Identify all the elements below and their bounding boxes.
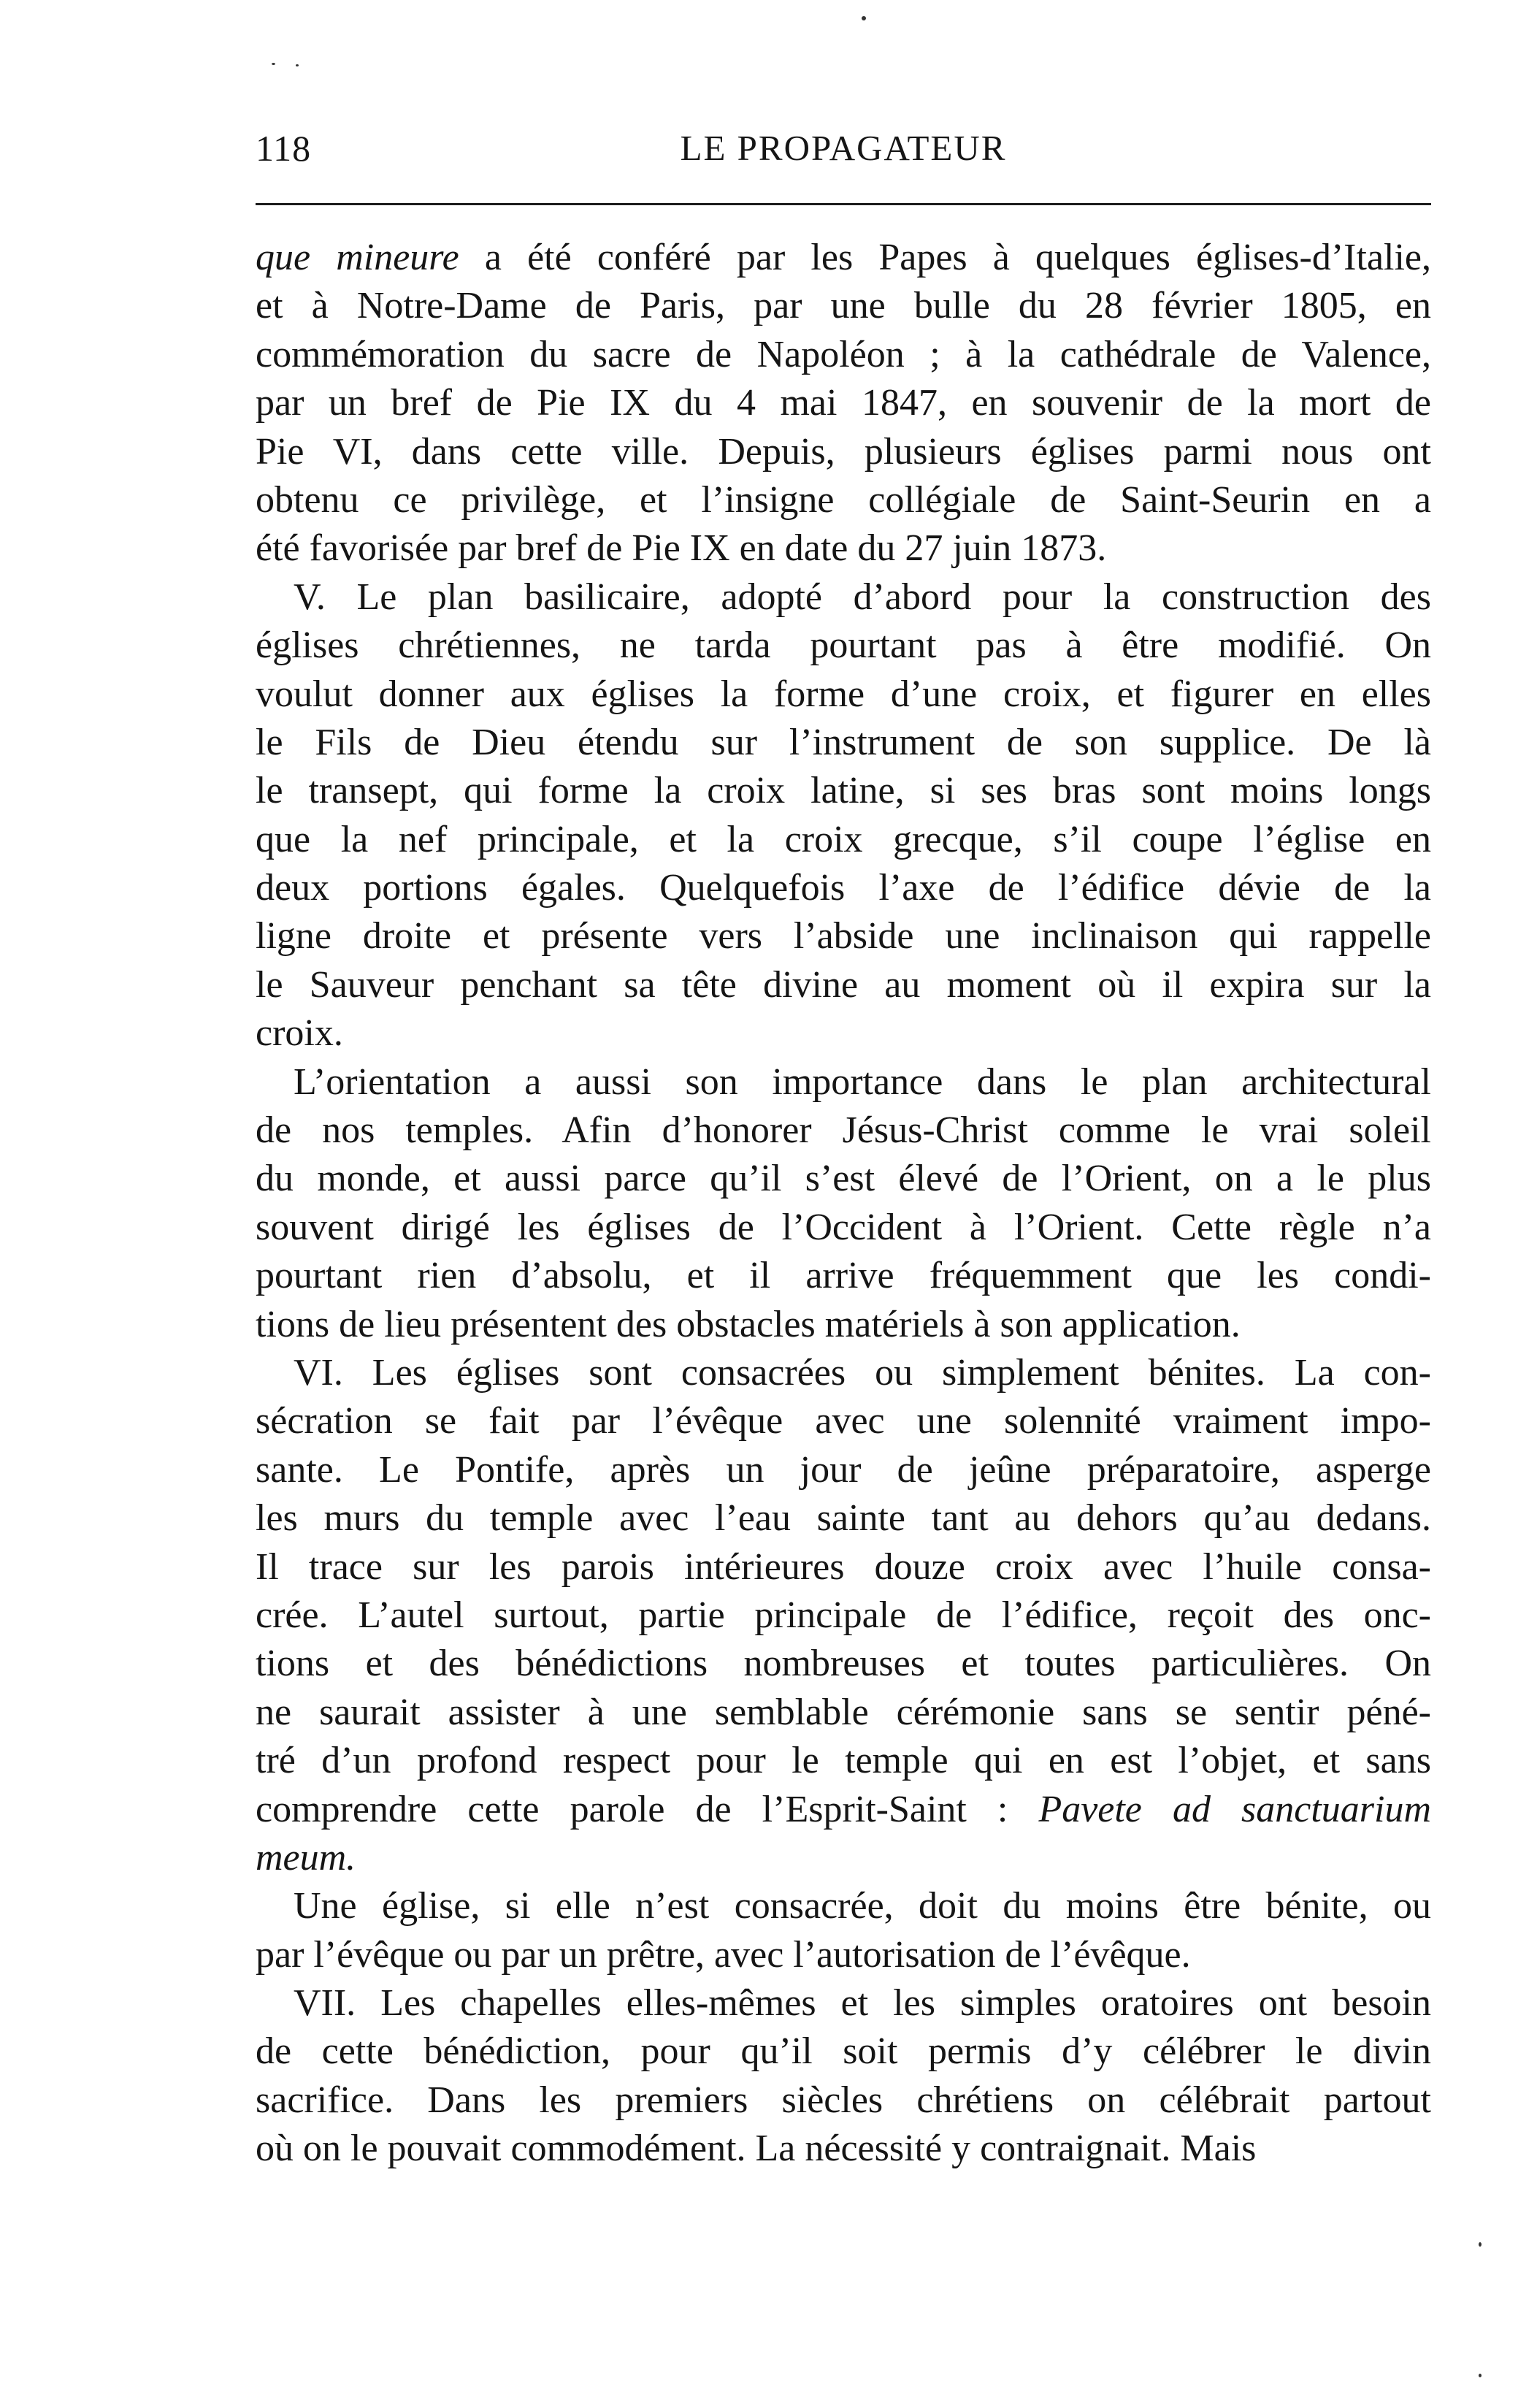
text-segment: obtenu ce privilège, et l’insigne collégiale de Saint-Seurin en a	[256, 478, 1431, 521]
text-segment: commémoration du sacre de Napoléon ; à la cathédrale de Valence,	[256, 333, 1431, 375]
text-line	[256, 1689, 1431, 1737]
text-segment: par un bref de Pie IX du 4 mai 1847, en souvenir de la mort de	[256, 382, 1431, 424]
scan-speck	[1479, 2374, 1482, 2377]
text-line	[256, 573, 1431, 622]
page-number: 118	[256, 128, 312, 169]
text-segment: Une église, si elle n’est consacrée, doit du moins être bénite, ou	[294, 1885, 1431, 1927]
text-line	[256, 1931, 1431, 1979]
text-segment: sante. Le Pontife, après un jour de jeûne préparatoire, asperge	[256, 1448, 1431, 1491]
text-segment: souvent dirigé les églises de l’Occident à l’Orient. Cette règle n’a	[256, 1206, 1431, 1248]
scan-speck	[272, 63, 275, 65]
text-line	[256, 476, 1431, 524]
italic-text: que mineure	[256, 237, 459, 278]
text-segment: VII. Les chapelles elles-mêmes et les simples oratoires ont besoin	[294, 1982, 1431, 2025]
text-line	[256, 1252, 1431, 1300]
text-segment: été favorisée par bref de Pie IX en date du 27 juin 1873.	[256, 527, 1107, 570]
text-line	[256, 1349, 1431, 1397]
text-line	[256, 912, 1431, 960]
text-line	[256, 622, 1431, 670]
text-line	[256, 1155, 1431, 1203]
running-head: LE PROPAGATEUR	[680, 128, 1007, 168]
text-segment: où on le pouvait commodément. La nécessité y contraignait. Mais	[256, 2128, 1257, 2170]
text-segment: ligne droite et présente vers l’abside une inclinaison qui rappelle	[256, 915, 1431, 958]
text-segment: tré d’un profond respect pour le temple qui en est l’objet, et sans	[256, 1740, 1431, 1782]
text-line	[256, 234, 1431, 282]
text-line	[256, 1301, 1431, 1349]
italic-text: meum.	[256, 1836, 356, 1878]
text-segment: croix.	[256, 1012, 343, 1055]
text-segment: a été conféré par les Papes à quelques églises-d’Italie,	[459, 237, 1431, 278]
text-line	[256, 428, 1431, 476]
text-line	[256, 2125, 1431, 2173]
text-line	[256, 864, 1431, 912]
text-segment: ne saurait assister à une semblable cérémonie sans se sentir péné-	[256, 1691, 1431, 1733]
text-segment: le Sauveur penchant sa tête divine au moment où il expira sur la	[256, 963, 1431, 1006]
text-segment: églises chrétiennes, ne tarda pourtant pas à être modifié. On	[256, 624, 1431, 667]
text-line	[256, 1979, 1431, 2027]
text-segment: voulut donner aux églises la forme d’une croix, et figurer en elles	[256, 673, 1431, 715]
text-segment: Pie VI, dans cette ville. Depuis, plusieurs églises parmi nous ont	[256, 430, 1431, 473]
text-line	[256, 670, 1431, 719]
text-line	[256, 1591, 1431, 1640]
text-segment: le Fils de Dieu étendu sur l’instrument de son supplice. De là	[256, 721, 1431, 763]
body-text	[256, 234, 1431, 2174]
text-line	[256, 1397, 1431, 1445]
scan-speck	[296, 64, 299, 66]
italic-text: Pavete ad sanctuarium	[1038, 1788, 1431, 1830]
text-line	[256, 1834, 1431, 1882]
text-segment: que la nef principale, et la croix grecque, s’il coupe l’église en	[256, 818, 1431, 860]
text-segment: du monde, et aussi parce qu’il s’est élevé de l’Orient, on a le plus	[256, 1158, 1431, 1200]
text-line	[256, 719, 1431, 767]
text-line	[256, 1737, 1431, 1785]
text-line	[256, 331, 1431, 379]
text-segment: par l’évêque ou par un prêtre, avec l’autorisation de l’évêque.	[256, 1933, 1191, 1976]
text-line	[256, 1106, 1431, 1155]
text-segment: comprendre cette parole de l’Esprit-Saint :	[256, 1788, 1039, 1830]
text-segment: VI. Les églises sont consacrées ou simplement bénites. La con-	[294, 1351, 1431, 1394]
text-segment: les murs du temple avec l’eau sainte tant au dehors qu’au dedans.	[256, 1497, 1431, 1540]
text-line	[256, 1640, 1431, 1688]
header-rule	[256, 203, 1431, 205]
text-segment: tions de lieu présentent des obstacles matériels à son application.	[256, 1303, 1241, 1345]
scan-speck	[1479, 2242, 1482, 2247]
text-line	[256, 282, 1431, 330]
text-line	[256, 2076, 1431, 2125]
text-segment: deux portions égales. Quelquefois l’axe de l’édifice dévie de la	[256, 867, 1431, 909]
text-segment: de nos temples. Afin d’honorer Jésus-Christ comme le vrai soleil	[256, 1109, 1431, 1152]
text-segment: crée. L’autel surtout, partie principale de l’édifice, reçoit des onc-	[256, 1594, 1431, 1636]
page-header	[256, 123, 1431, 174]
text-segment: de cette bénédiction, pour qu’il soit permis d’y célébrer le divin	[256, 2030, 1431, 2073]
text-line	[256, 1058, 1431, 1106]
text-line	[256, 767, 1431, 815]
text-segment: pourtant rien d’absolu, et il arrive fréquemment que les condi-	[256, 1255, 1431, 1297]
text-line	[256, 1009, 1431, 1058]
text-line	[256, 524, 1431, 573]
text-segment: L’orientation a aussi son importance dans le plan architectural	[294, 1060, 1431, 1103]
text-line	[256, 1786, 1431, 1834]
text-line	[256, 1204, 1431, 1252]
text-line	[256, 816, 1431, 864]
text-line	[256, 1494, 1431, 1543]
text-segment: V. Le plan basilicaire, adopté d’abord pour la construction des	[294, 576, 1431, 618]
text-line	[256, 1543, 1431, 1591]
text-line	[256, 379, 1431, 427]
text-segment: sécration se fait par l’évêque avec une solennité vraiment impo-	[256, 1400, 1431, 1442]
text-segment: tions et des bénédictions nombreuses et toutes particulières. On	[256, 1643, 1431, 1685]
scan-speck	[862, 16, 866, 20]
text-line	[256, 961, 1431, 1009]
text-segment: et à Notre-Dame de Paris, par une bulle du 28 février 1805, en	[256, 285, 1431, 327]
text-segment: le transept, qui forme la croix latine, si ses bras sont moins longs	[256, 770, 1431, 812]
text-segment: Il trace sur les parois intérieures douze croix avec l’huile consa-	[256, 1545, 1431, 1588]
text-line	[256, 2027, 1431, 2076]
text-line	[256, 1882, 1431, 1930]
text-line	[256, 1446, 1431, 1494]
text-segment: sacrifice. Dans les premiers siècles chrétiens on célébrait partout	[256, 2079, 1431, 2121]
